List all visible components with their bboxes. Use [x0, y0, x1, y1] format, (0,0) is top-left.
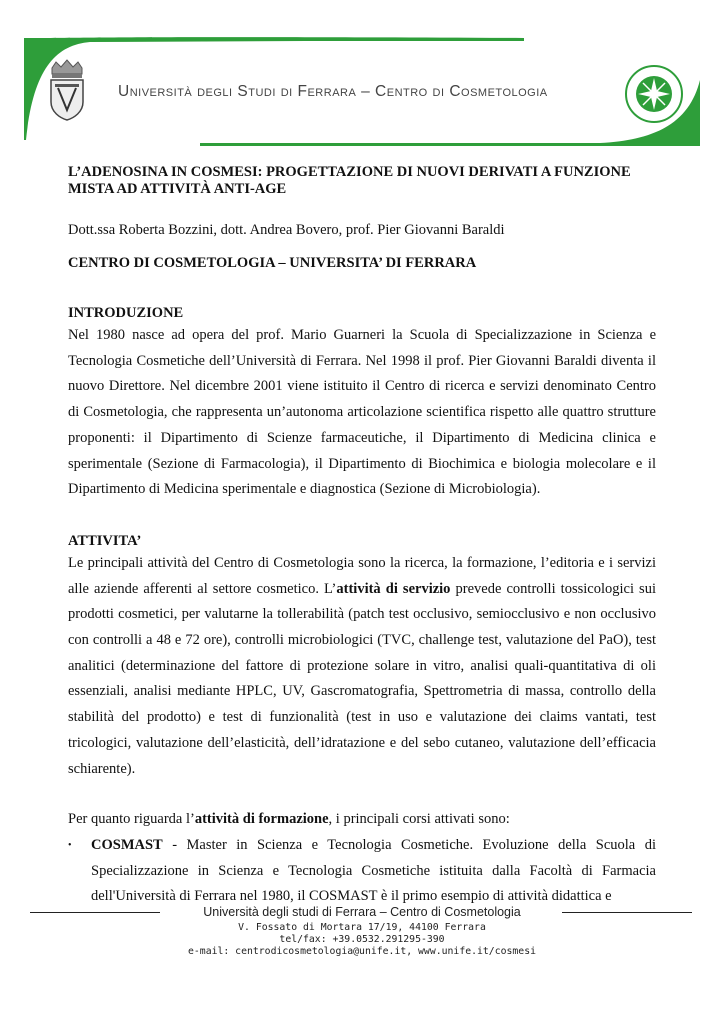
document-body — [68, 164, 656, 910]
intro-paragraph: Nel 1980 nasce ad opera del prof. Mario Guarneri la Scuola di Specializzazione in Scienza e Tecnologia Cosmetiche dell’Università di Ferrara. Nel 1998 il prof. Pier Giovanni Baraldi diventa il nuovo Direttore. Nel dicembre 2001 viene istituito il Centro di ricerca e servizi denominato Centro di Cosmetologia, che rappresenta un’autonoma articolazione scientifica rispetto alle quattro strutture proponenti: il Dipartimento di Scienze farmaceutiche, il Dipartimento di Medicina clinica e sperimentale (Sezione di Farmacologia), il Dipartimento di Biochimica e biologia molecolare e il Dipartimento di Medicina sperimentale e diagnostica (Sezione di Microbiologia). — [68, 327, 656, 498]
bullet-icon: • — [68, 839, 72, 851]
header-title: Università degli Studi di Ferrara – Centro di Cosmetologia — [118, 83, 548, 100]
bold-attivita-di-servizio: attività di servizio — [336, 580, 451, 597]
page-footer — [0, 900, 724, 970]
footer-address: V. Fossato di Mortara 17/19, 44100 Ferrara — [238, 922, 486, 933]
section-heading-attivita: ATTIVITA’ — [68, 532, 142, 549]
activity-paragraph: Le principali attività del Centro di Cosmetologia sono la ricerca, la formazione, l’editoria e i servizi alle aziende afferenti al settore cosmetico. L’attività di servizio prevede controlli tossicologici sui prodotti cosmetici, per valutarne la tollerabilità (patch test occlusivo, semiocclusivo e non occlusivo con controlli a 48 e 72 ore), controlli microbiologici (TVC, challenge test, valutazione del PaO), test analitici (determinazione del fattore di protezione solare in vitro, analisi quali-quantitativa di oli essenziali, analisi mediante HPLC, UV, Gascromatografia, Spettrometria di massa, controllo della stabilità del prodotto) e test di funzionalità (test in uso e valutazione dei claims vantati, test tricologici, valutazione dell’elasticità, dell’idratazione e del sebo cutaneo, valutazione dell’efficacia schiarente). — [68, 554, 656, 777]
letterhead — [0, 0, 724, 150]
list-item-cosmast: • COSMAST - Master in Scienza e Tecnologia Cosmetiche. Evoluzione della Scuola di Specializzazione in Scienza e Tecnologia Cosmetiche istituita dalla Facoltà di Farmacia dell'Università di Ferrara nel 1980, il COSMAST è il primo esempio di attività didattica e — [68, 833, 656, 910]
footer-phone: tel/fax: +39.0532.291295-390 — [279, 934, 445, 945]
document-title: L’ADENOSINA IN COSMESI: PROGETTAZIONE DI NUOVI DERIVATI A FUNZIONE MISTA AD ATTIVITÀ ANTI-AGE — [68, 164, 631, 197]
section-heading-introduzione: INTRODUZIONE — [68, 305, 184, 321]
training-paragraph: Per quanto riguarda l’attività di formazione, i principali corsi attivati sono: — [68, 811, 510, 828]
footer-institution: Università degli studi di Ferrara – Centro di Cosmetologia — [203, 905, 521, 919]
course-name: COSMAST — [91, 836, 163, 853]
courses-list — [68, 833, 656, 910]
bold-attivita-di-formazione: attività di formazione — [194, 811, 329, 828]
footer-contacts: e-mail: centrodicosmetologia@unife.it, www.unife.it/cosmesi — [188, 946, 536, 957]
centro-cosmetologia-badge-logo — [624, 64, 684, 124]
green-swoosh-decoration — [0, 0, 724, 150]
center-affiliation: CENTRO DI COSMETOLOGIA – UNIVERSITA’ DI FERRARA — [68, 255, 477, 271]
university-crest-logo — [44, 58, 90, 122]
authors-line: Dott.ssa Roberta Bozzini, dott. Andrea Bovero, prof. Pier Giovanni Baraldi — [68, 222, 505, 238]
